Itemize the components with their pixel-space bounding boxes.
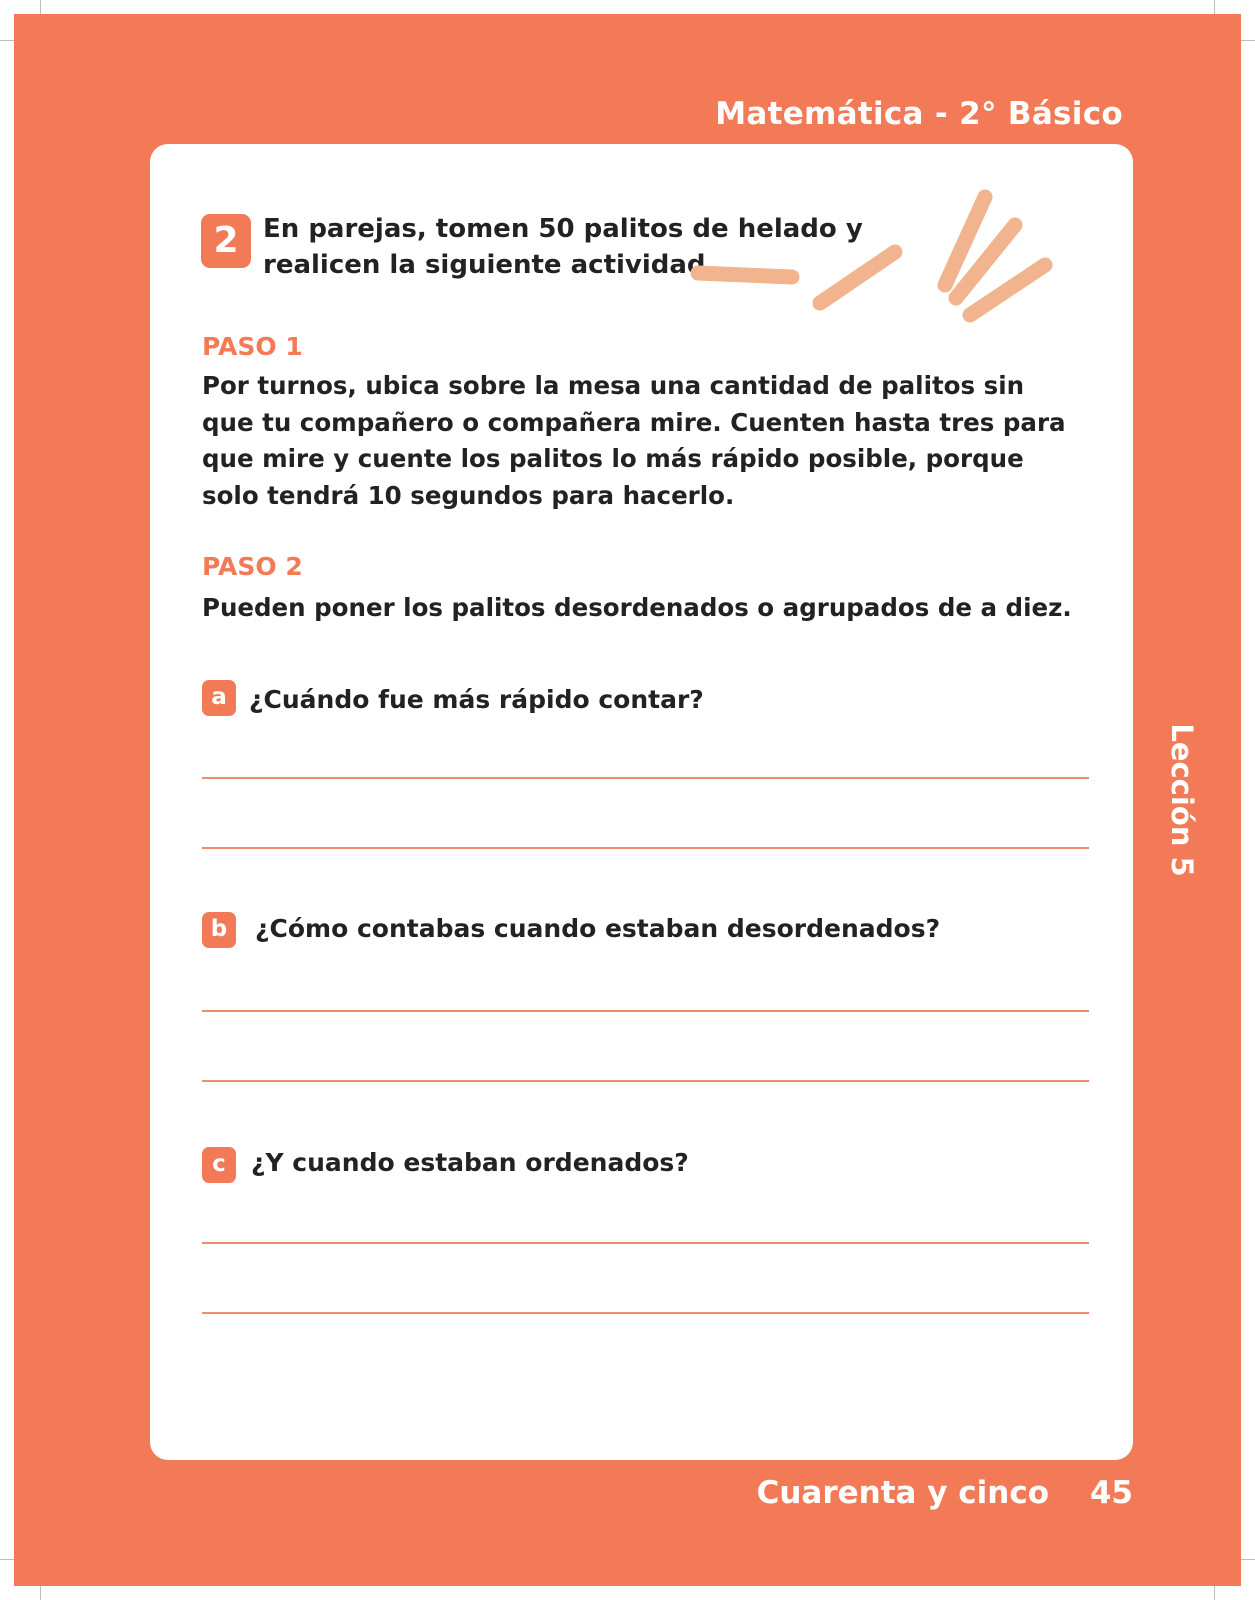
question-b-badge: b: [202, 912, 236, 948]
question-c-text: ¿Y cuando estaban ordenados?: [251, 1148, 689, 1177]
step-1-label: PASO 1: [202, 332, 303, 361]
question-a-answer-line-2[interactable]: [202, 847, 1089, 849]
step-1-text: Por turnos, ubica sobre la mesa una cantidad de palitos sin que tu compañero o compañera mire. Cuenten hasta tres para que mire y cuente los palitos lo más rápido posible, porque solo tendrá 10 segundos para hacerlo.: [202, 371, 1066, 510]
step-2-text: Pueden poner los palitos desordenados o agrupados de a diez.: [202, 593, 1072, 622]
question-c-answer-line-2[interactable]: [202, 1312, 1089, 1314]
popsicle-stick: [698, 273, 792, 277]
popsicle-sticks-icon: [690, 185, 1090, 335]
page-number: 45: [1089, 1475, 1133, 1511]
activity-number-badge: 2: [201, 214, 251, 268]
page-number-words: Cuarenta y cinco: [756, 1475, 1049, 1511]
step-2-label: PASO 2: [202, 552, 303, 581]
question-c-answer-line-1[interactable]: [202, 1242, 1089, 1244]
question-a-answer-line-1[interactable]: [202, 777, 1089, 779]
question-a-badge: a: [202, 680, 236, 716]
question-b-text: ¿Cómo contabas cuando estaban desordenados?: [255, 914, 941, 943]
question-b-answer-line-2[interactable]: [202, 1080, 1089, 1082]
question-b-answer-line-1[interactable]: [202, 1010, 1089, 1012]
question-c-badge: c: [202, 1147, 236, 1183]
lesson-side-tab: [1162, 720, 1202, 880]
popsicle-stick: [820, 252, 895, 303]
question-a-text: ¿Cuándo fue más rápido contar?: [249, 685, 704, 714]
page-header-title: Matemática - 2° Básico: [715, 96, 1123, 132]
lesson-label: Lección 5: [1165, 723, 1199, 877]
activity-instructions: En parejas, tomen 50 palitos de helado y realicen la siguiente actividad.: [263, 214, 863, 280]
